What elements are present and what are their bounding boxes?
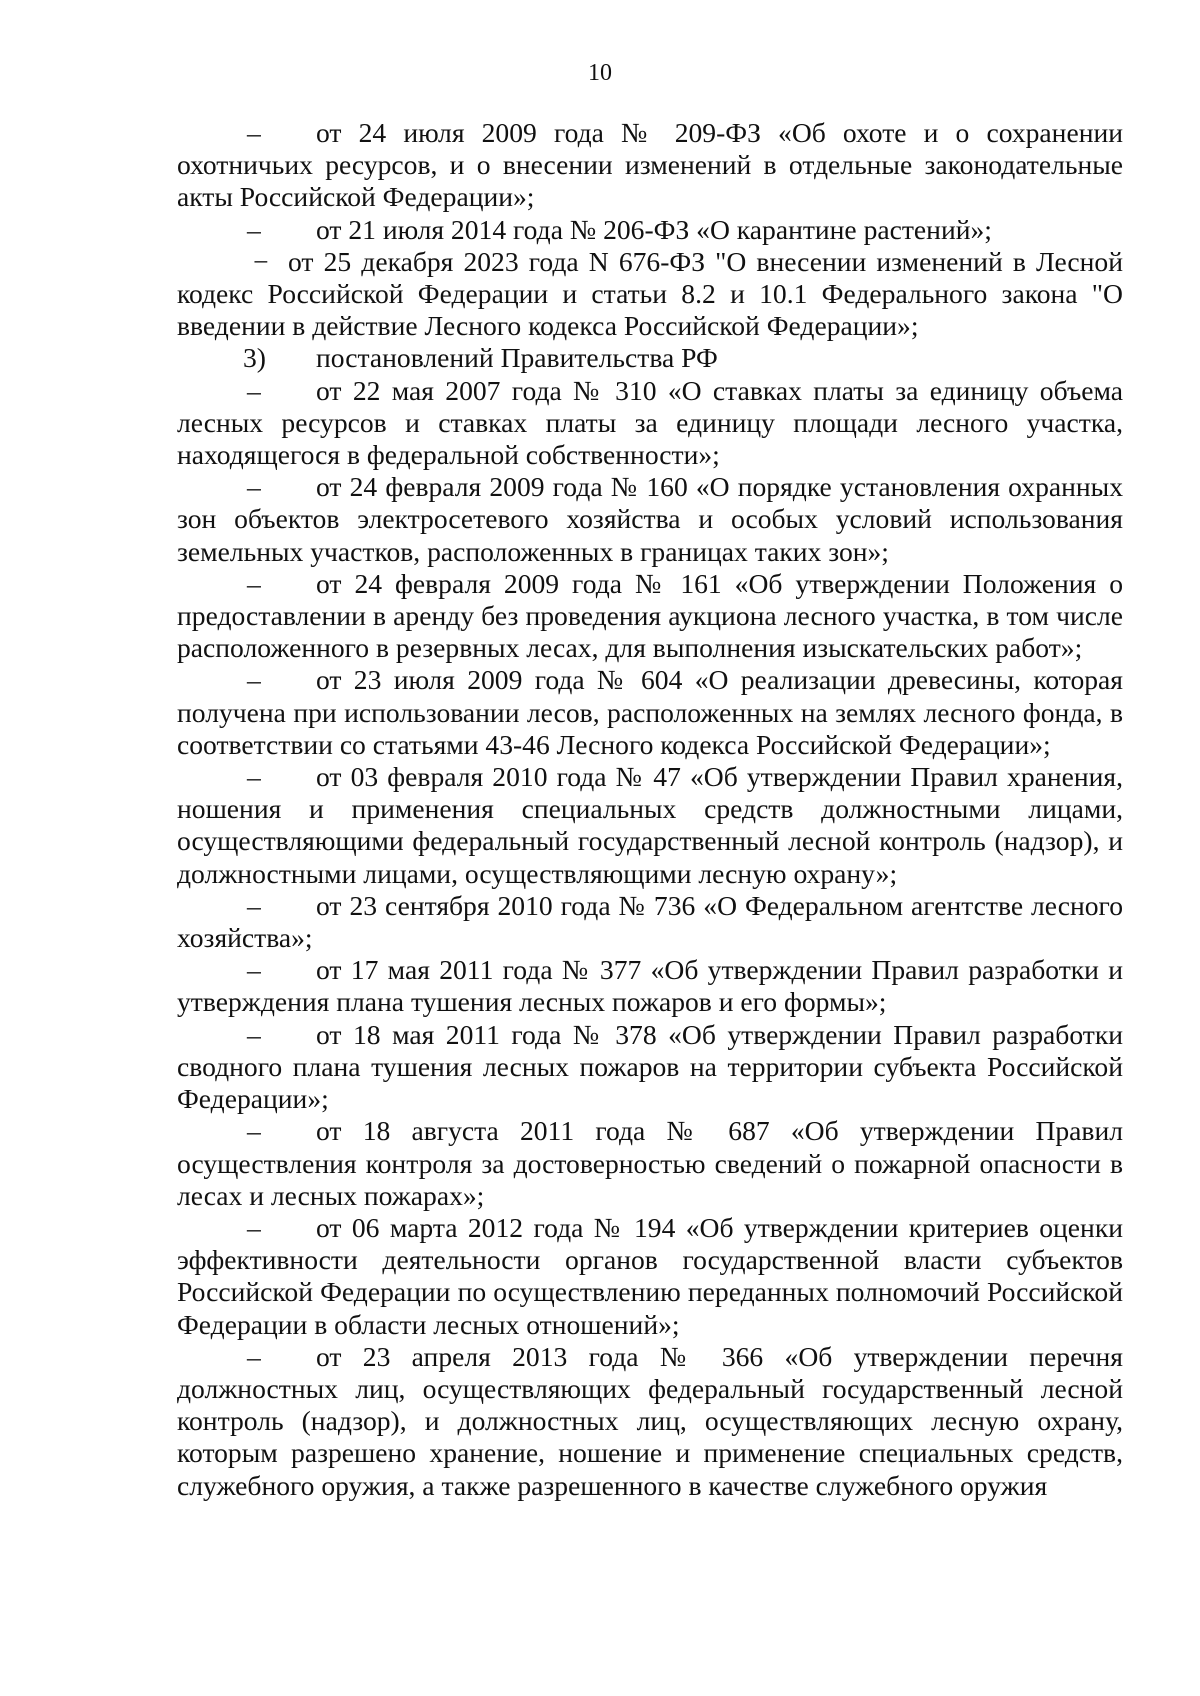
section-heading bbox=[177, 342, 1123, 374]
list-marker: – bbox=[247, 374, 261, 406]
list-item bbox=[177, 1115, 1123, 1212]
list-item-text: от 17 мая 2011 года № 377 «Об утверждении Правил разработки и утверждения плана тушения лесных пожаров и его формы»; bbox=[177, 954, 1123, 1018]
list-marker: – bbox=[247, 954, 261, 986]
list-item-text: от 23 апреля 2013 года № 366 «Об утверждении перечня должностных лиц, осуществляющих федеральный государственный лесной контроль (надзор), и должностных лиц, осуществляющих лесную охрану, которым разрешено хранение, ношение и применение специальных средств, служебного оружия, а также разрешенного в качестве служебного оружия bbox=[177, 1340, 1123, 1501]
list-item bbox=[177, 375, 1123, 472]
list-item-text: от 22 мая 2007 года № 310 «О ставках платы за единицу объема лесных ресурсов и ставках платы за единицу площади лесного участка, находящегося в федеральной собственности»; bbox=[177, 374, 1123, 471]
list-item bbox=[177, 568, 1123, 665]
list-marker: − bbox=[253, 245, 269, 277]
page-number: 10 bbox=[588, 60, 612, 86]
list-marker: – bbox=[247, 471, 261, 503]
list-item bbox=[177, 117, 1123, 214]
list-marker: – bbox=[247, 1340, 261, 1372]
list-item-text: от 03 февраля 2010 года № 47 «Об утверждении Правил хранения, ношения и применения специальных средств должностными лицами, осуществляющими федеральный государственный лесной контроль (надзор), и должностными лицами, осуществляющими лесную охрану»; bbox=[177, 761, 1123, 889]
list-item-text: от 18 мая 2011 года № 378 «Об утверждении Правил разработки сводного плана тушения лесных пожаров на территории субъекта Российской Федерации»; bbox=[177, 1018, 1123, 1115]
list-marker: – bbox=[247, 1211, 261, 1243]
list-item bbox=[177, 246, 1123, 343]
section-heading-text: постановлений Правительства РФ bbox=[316, 342, 718, 374]
list-marker: – bbox=[247, 117, 261, 148]
list-marker: – bbox=[247, 664, 261, 696]
list-item-text: от 24 февраля 2009 года № 161 «Об утверждении Положения о предоставлении в аренду без проведения аукциона лесного участка, в том числе расположенного в резервных лесах, для выполнения изыскательских работ»; bbox=[177, 567, 1123, 664]
list-item-text: от 23 сентября 2010 года № 736 «О Федеральном агентстве лесного хозяйства»; bbox=[177, 889, 1123, 954]
list-item-text: от 06 марта 2012 года № 194 «Об утверждении критериев оценки эффективности деятельности органов государственной власти субъектов Российской Федерации по осуществлению переданных полномочий Российской Федерации в области лесных отношений»; bbox=[177, 1211, 1123, 1340]
list-item bbox=[177, 471, 1123, 568]
list-item bbox=[177, 890, 1123, 954]
list-marker: – bbox=[247, 567, 261, 599]
list-item bbox=[177, 214, 1123, 246]
list-item bbox=[177, 1212, 1123, 1341]
section-number: 3) bbox=[243, 342, 266, 374]
list-marker: – bbox=[247, 1018, 261, 1050]
list-marker: – bbox=[247, 1115, 261, 1147]
list-item-text: от 24 июля 2009 года № 209-ФЗ «Об охоте и о сохранении охотничьих ресурсов, и о внесении изменений в отдельные законодательные акты Российской Федерации»; bbox=[177, 117, 1123, 213]
list-item bbox=[177, 954, 1123, 1018]
document-body bbox=[177, 117, 1123, 1502]
list-item bbox=[177, 761, 1123, 890]
list-item-text: от 21 июля 2014 года № 206-ФЗ «О карантине растений»; bbox=[316, 213, 992, 245]
list-marker: – bbox=[247, 889, 261, 921]
list-item-text: от 25 декабря 2023 года N 676-ФЗ "О внесении изменений в Лесной кодекс Российской Федерации и статьи 8.2 и 10.1 Федерального закона "О введении в действие Лесного кодекса Российской Федерации»; bbox=[177, 245, 1123, 342]
list-item bbox=[177, 1341, 1123, 1502]
list-item bbox=[177, 664, 1123, 761]
list-marker: – bbox=[247, 761, 261, 793]
list-marker: – bbox=[247, 213, 261, 245]
list-item-text: от 23 июля 2009 года № 604 «О реализации древесины, которая получена при использовании лесов, расположенных на землях лесного фонда, в соответствии со статьями 43-46 Лесного кодекса Российской Федерации»; bbox=[177, 664, 1123, 760]
list-item bbox=[177, 1019, 1123, 1116]
list-item-text: от 18 августа 2011 года № 687 «Об утверждении Правил осуществления контроля за достоверностью сведений о пожарной опасности в лесах и лесных пожарах»; bbox=[177, 1115, 1123, 1211]
list-item-text: от 24 февраля 2009 года № 160 «О порядке установления охранных зон объектов электросетевого хозяйства и особых условий использования земельных участков, расположенных в границах таких зон»; bbox=[177, 471, 1123, 567]
